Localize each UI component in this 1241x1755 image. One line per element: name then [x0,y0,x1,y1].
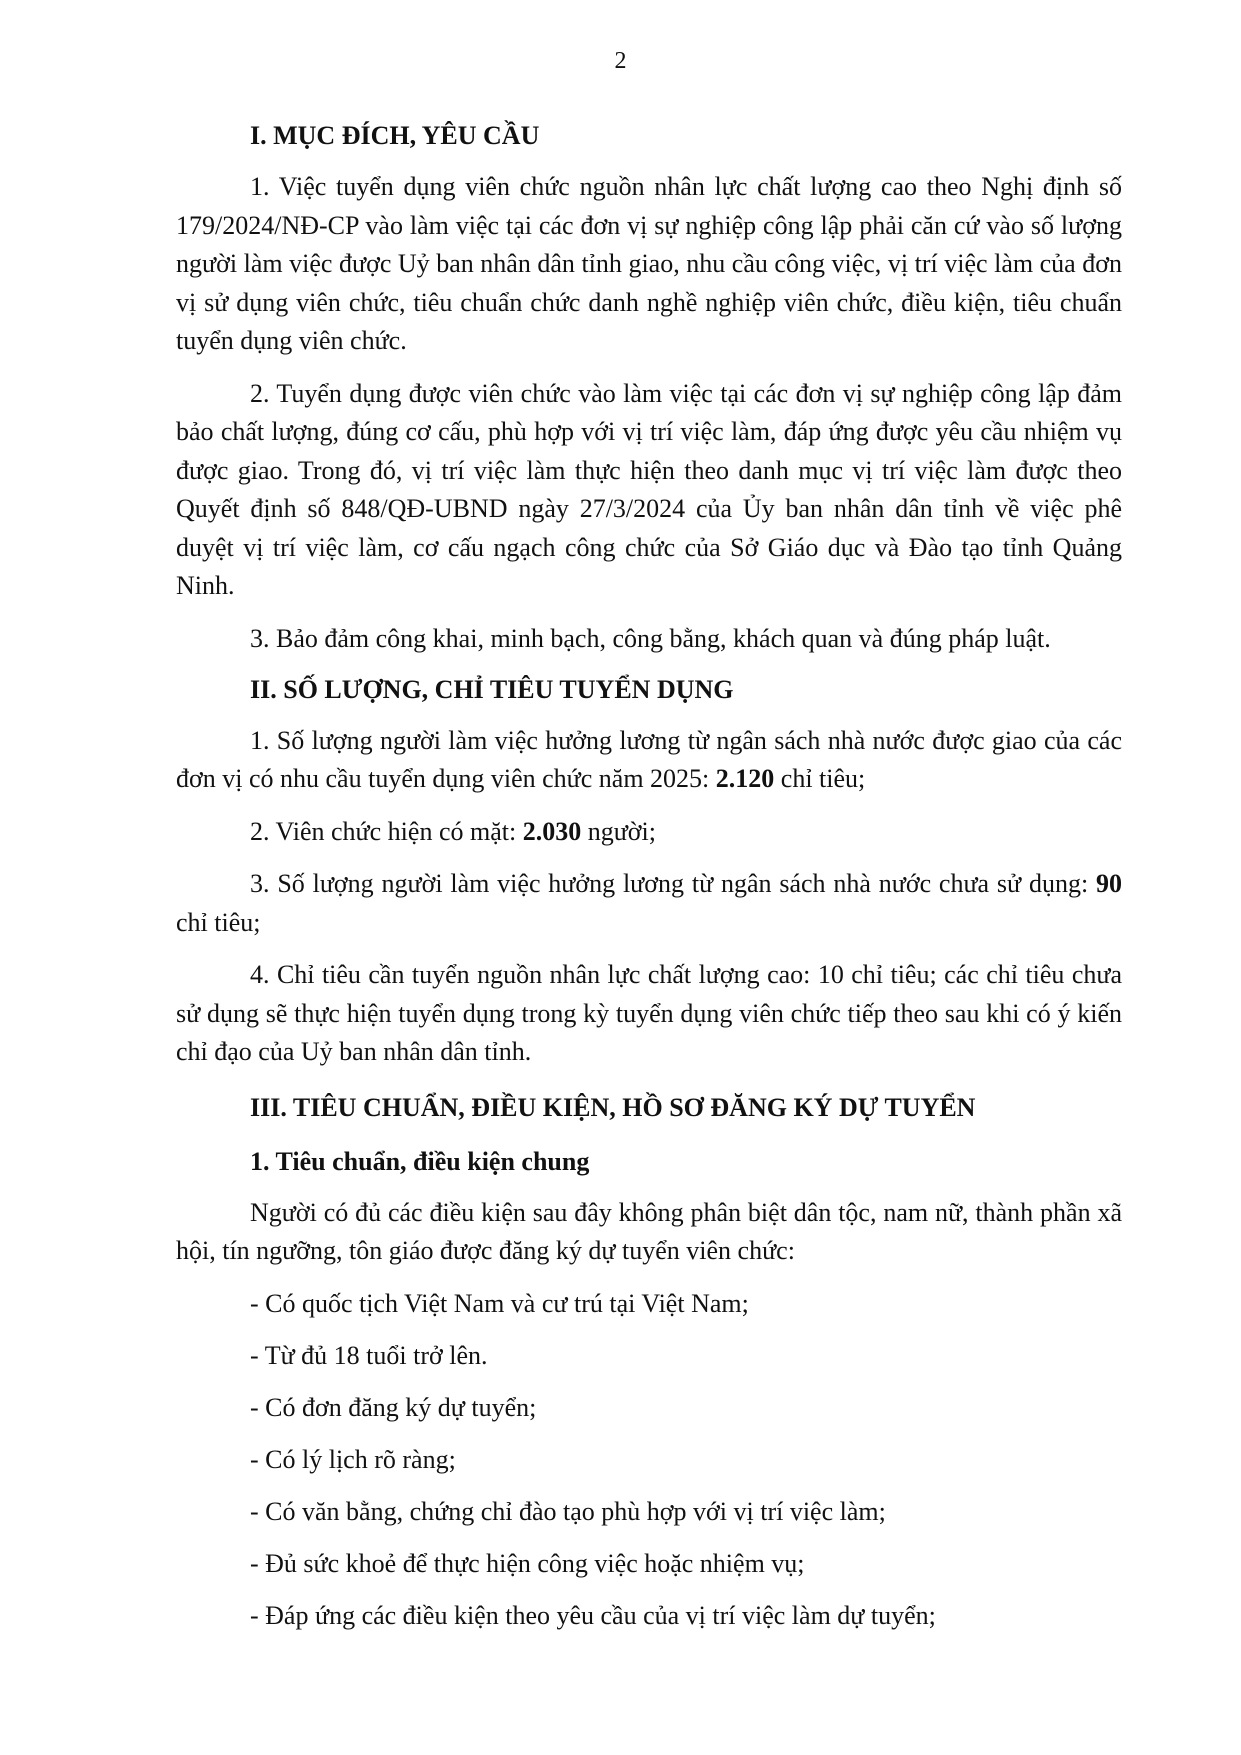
list-item: - Có đơn đăng ký dự tuyển; [250,1392,537,1422]
section-1-heading: I. MỤC ĐÍCH, YÊU CẦU [250,121,540,150]
section-3-heading: III. TIÊU CHUẨN, ĐIỀU KIỆN, HỒ SƠ ĐĂNG KÝ DỰ TUYỂN [250,1092,976,1122]
paragraph-text: người; [581,816,656,846]
section-2-heading: II. SỐ LƯỢNG, CHỈ TIÊU TUYỂN DỤNG [250,674,734,704]
paragraph-text: 2. Viên chức hiện có mặt: [250,816,523,846]
list-item: - Đáp ứng các điều kiện theo yêu cầu của vị trí việc làm dự tuyển; [250,1600,936,1630]
section-3-intro: Người có đủ các điều kiện sau đây không phân biệt dân tộc, nam nữ, thành phần xã hội, tín ngưỡng, tôn giáo được đăng ký dự tuyển viên chức: [176,1197,1122,1265]
paragraph-text: chỉ tiêu; [774,764,866,793]
list-item: - Có quốc tịch Việt Nam và cư trú tại Việt Nam; [250,1288,749,1318]
list-item: - Có văn bằng, chứng chỉ đào tạo phù hợp với vị trí việc làm; [250,1496,886,1526]
page-number: 2 [614,48,627,74]
section-1-paragraph-2: 2. Tuyển dụng được viên chức vào làm việc tại các đơn vị sự nghiệp công lập đảm bảo chất lượng, đúng cơ cấu, phù hợp với vị trí việc làm, đáp ứng được yêu cầu nhiệm vụ được giao. Trong đó, vị trí việc làm thực hiện theo danh mục vị trí việc làm được theo Quyết định số 848/QĐ-UBND ngày 27/3/2024 của Ủy ban nhân dân tỉnh về việc phê duyệt vị trí việc làm, cơ cấu ngạch công chức của Sở Giáo dục và Đào tạo tỉnh Quảng Ninh. [176,378,1122,600]
section-2-paragraph-1 [176,722,1122,799]
current-staff-count: 2.030 [522,816,582,846]
section-3-subheading-1: 1. Tiêu chuẩn, điều kiện chung [250,1146,590,1176]
section-2-paragraph-2 [176,813,1122,852]
list-item: - Đủ sức khoẻ để thực hiện công việc hoặc nhiệm vụ; [250,1548,805,1578]
document-body [176,114,1122,1649]
section-1-paragraph-3: 3. Bảo đảm công khai, minh bạch, công bằng, khách quan và đúng pháp luật. [250,623,1051,653]
section-1-paragraph-1: 1. Việc tuyển dụng viên chức nguồn nhân lực chất lượng cao theo Nghị định số 179/2024/NĐ-CP vào làm việc tại các đơn vị sự nghiệp công lập phải căn cứ vào số lượng người làm việc được Uỷ ban nhân dân tỉnh giao, nhu cầu công việc, vị trí việc làm của đơn vị sử dụng viên chức, tiêu chuẩn chức danh nghề nghiệp viên chức, điều kiện, tiêu chuẩn tuyển dụng viên chức. [176,172,1122,355]
list-item: - Có lý lịch rõ ràng; [250,1444,456,1474]
unused-quota: 90 [1096,869,1122,898]
quota-assigned: 2.120 [715,764,775,793]
section-2-paragraph-4: 4. Chỉ tiêu cần tuyển nguồn nhân lực chất lượng cao: 10 chỉ tiêu; các chỉ tiêu chưa sử dụng sẽ thực hiện tuyển dụng trong kỳ tuyển dụng viên chức tiếp theo sau khi có ý kiến chỉ đạo của Uỷ ban nhân dân tỉnh. [176,960,1122,1066]
paragraph-text: 1. Số lượng người làm việc hưởng lương từ ngân sách nhà nước được giao của các đơn vị có nhu cầu tuyển dụng viên chức năm 2025: [176,725,1122,793]
paragraph-text: 3. Số lượng người làm việc hưởng lương từ ngân sách nhà nước chưa sử dụng: [250,869,1096,898]
paragraph-text: chỉ tiêu; [176,907,261,937]
section-2-paragraph-3 [176,865,1122,942]
list-item: - Từ đủ 18 tuổi trở lên. [250,1340,488,1370]
